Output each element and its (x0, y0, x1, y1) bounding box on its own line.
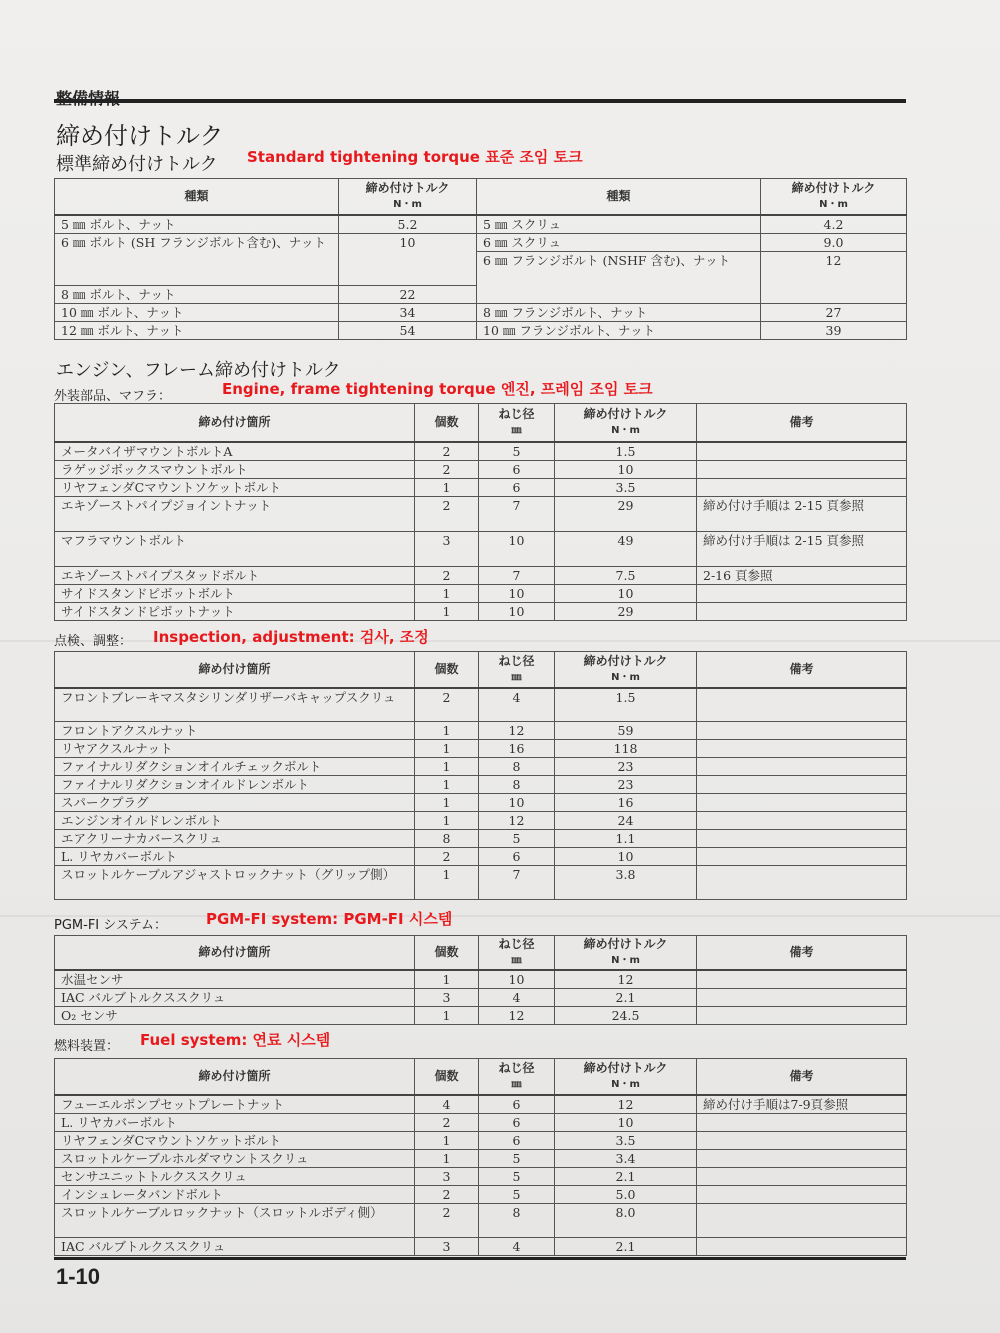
col-location: 締め付け箇所 (55, 652, 415, 688)
cell-torque: 12 (555, 1095, 697, 1114)
cell-remarks (697, 812, 907, 830)
table-cell: 6 ㎜ ボルト (SH フランジボルト含む)、ナット (55, 233, 339, 285)
cell-qty: 8 (415, 830, 479, 848)
cell-torque: 16 (555, 794, 697, 812)
cell-location: IAC バルブトルクススクリュ (55, 988, 415, 1006)
cell-location: エキゾーストパイプジョイントナット (55, 496, 415, 531)
table-row (55, 740, 907, 758)
cell-remarks (697, 830, 907, 848)
cell-qty: 2 (415, 442, 479, 461)
table-row (55, 1237, 907, 1255)
cell-qty: 3 (415, 1237, 479, 1255)
cell-torque: 2.1 (555, 988, 697, 1006)
cell-remarks (697, 1185, 907, 1203)
table-cell: 12 ㎜ ボルト、ナット (55, 321, 339, 339)
cell-qty: 2 (415, 688, 479, 722)
cell-remarks (697, 1149, 907, 1167)
pgmfi-torque-table (54, 935, 907, 1025)
table-row (55, 496, 907, 531)
pgmfi-translation: PGM-FI system: PGM-FI 시스템 (206, 910, 453, 928)
fuel-rows (55, 1095, 907, 1256)
cell-thread: 10 (479, 531, 555, 566)
cell-thread: 4 (479, 1237, 555, 1255)
cell-thread: 12 (479, 812, 555, 830)
col-thread: ねじ径 ㎜ (479, 652, 555, 688)
cell-remarks (697, 866, 907, 900)
cell-qty: 2 (415, 460, 479, 478)
table-row (55, 776, 907, 794)
standard-translation: Standard tightening torque 표준 조임 토크 (247, 148, 583, 166)
section-header (56, 86, 120, 109)
cell-location: フロントアクスルナット (55, 722, 415, 740)
cell-remarks: 締め付け手順は7-9頁参照 (697, 1095, 907, 1114)
paper-fold (0, 640, 1000, 642)
page-title: 締め付けトルク (56, 122, 224, 150)
fuel-torque-table (54, 1058, 907, 1256)
cell-location: リヤフェンダCマウントソケットボルト (55, 1131, 415, 1149)
table-row (55, 442, 907, 461)
cell-torque: 2.1 (555, 1237, 697, 1255)
cell-thread: 10 (479, 794, 555, 812)
table-row (55, 688, 907, 722)
col-thread: ねじ径 ㎜ (479, 1059, 555, 1095)
table-row (55, 1203, 907, 1237)
table-cell: 27 (761, 303, 907, 321)
cell-qty: 3 (415, 1167, 479, 1185)
table-row (55, 1113, 907, 1131)
col-remarks: 備考 (697, 652, 907, 688)
cell-qty: 1 (415, 740, 479, 758)
table-cell: 10 ㎜ フランジボルト、ナット (477, 321, 761, 339)
cell-qty: 1 (415, 1131, 479, 1149)
table-cell: 10 ㎜ ボルト、ナット (55, 303, 339, 321)
col-qty: 個数 (415, 652, 479, 688)
cell-remarks (697, 1237, 907, 1255)
cell-thread: 10 (479, 602, 555, 620)
table-cell: 9.0 (761, 233, 907, 251)
table-row (55, 584, 907, 602)
table-row (55, 1185, 907, 1203)
cell-qty: 1 (415, 1149, 479, 1167)
table-row (55, 1095, 907, 1114)
cell-remarks (697, 1113, 907, 1131)
engine-translation: Engine, frame tightening torque 엔진, 프레임 조임 토크 (222, 380, 653, 398)
exterior-label: 外装部品、マフラ： (54, 389, 172, 404)
cell-torque: 10 (555, 460, 697, 478)
cell-torque: 2.1 (555, 1167, 697, 1185)
cell-thread: 16 (479, 740, 555, 758)
standard-torque-table (54, 178, 907, 340)
table-cell: 6 ㎜ スクリュ (477, 233, 761, 251)
cell-thread: 8 (479, 776, 555, 794)
cell-qty: 1 (415, 584, 479, 602)
col-torque: 締め付けトルク N・m (555, 652, 697, 688)
table-cell: 12 (761, 251, 907, 303)
cell-torque: 8.0 (555, 1203, 697, 1237)
table-cell: 8 ㎜ ボルト、ナット (55, 285, 339, 303)
cell-remarks (697, 460, 907, 478)
cell-thread: 5 (479, 1167, 555, 1185)
cell-location: IAC バルブトルクススクリュ (55, 1237, 415, 1255)
table-row (55, 1006, 907, 1024)
table-cell: 8 ㎜ フランジボルト、ナット (477, 303, 761, 321)
cell-thread: 7 (479, 566, 555, 584)
cell-qty: 1 (415, 1006, 479, 1024)
cell-location: ファイナルリダクションオイルチェックボルト (55, 758, 415, 776)
cell-location: マフラマウントボルト (55, 531, 415, 566)
cell-remarks (697, 776, 907, 794)
cell-location: スロットルケーブルホルダマウントスクリュ (55, 1149, 415, 1167)
inspection-label: 点検、調整： (54, 634, 133, 649)
cell-remarks (697, 602, 907, 620)
cell-thread: 6 (479, 460, 555, 478)
cell-torque: 1.1 (555, 830, 697, 848)
cell-qty: 1 (415, 970, 479, 989)
cell-torque: 24.5 (555, 1006, 697, 1024)
col-torque: 締め付けトルク N・m (761, 179, 907, 215)
table-row (55, 566, 907, 584)
cell-remarks: 締め付け手順は 2-15 頁参照 (697, 496, 907, 531)
table-cell: 10 (339, 233, 477, 285)
table-cell: 22 (339, 285, 477, 303)
cell-location: O₂ センサ (55, 1006, 415, 1024)
table-cell: 5 ㎜ スクリュ (477, 215, 761, 234)
table-row (55, 602, 907, 620)
header-rule (54, 99, 906, 103)
cell-torque: 5.0 (555, 1185, 697, 1203)
table-row (55, 758, 907, 776)
col-qty: 個数 (415, 1059, 479, 1095)
cell-remarks (697, 970, 907, 989)
table-cell: 6 ㎜ フランジボルト (NSHF 含む)、ナット (477, 251, 761, 303)
cell-thread: 10 (479, 970, 555, 989)
cell-torque: 29 (555, 496, 697, 531)
cell-thread: 7 (479, 866, 555, 900)
cell-remarks (697, 740, 907, 758)
cell-torque: 10 (555, 584, 697, 602)
table-row (55, 1167, 907, 1185)
cell-remarks (697, 722, 907, 740)
cell-thread: 8 (479, 758, 555, 776)
cell-location: エアクリーナカバースクリュ (55, 830, 415, 848)
cell-qty: 1 (415, 794, 479, 812)
cell-remarks (697, 1203, 907, 1237)
cell-qty: 2 (415, 566, 479, 584)
cell-location: リヤアクスルナット (55, 740, 415, 758)
col-torque: 締め付けトルク N・m (555, 936, 697, 970)
cell-qty: 2 (415, 496, 479, 531)
cell-location: インシュレータバンドボルト (55, 1185, 415, 1203)
col-location: 締め付け箇所 (55, 404, 415, 442)
cell-thread: 8 (479, 1203, 555, 1237)
cell-remarks (697, 1167, 907, 1185)
cell-thread: 5 (479, 1149, 555, 1167)
cell-remarks (697, 848, 907, 866)
cell-thread: 5 (479, 442, 555, 461)
table-cell: 54 (339, 321, 477, 339)
col-thread: ねじ径 ㎜ (479, 936, 555, 970)
cell-qty: 4 (415, 1095, 479, 1114)
cell-qty: 1 (415, 722, 479, 740)
table-cell: 5 ㎜ ボルト、ナット (55, 215, 339, 234)
cell-location: センサユニットトルクススクリュ (55, 1167, 415, 1185)
cell-location: メータバイザマウントボルトA (55, 442, 415, 461)
table-row (55, 531, 907, 566)
table-row (55, 830, 907, 848)
fuel-translation: Fuel system: 연료 시스템 (140, 1031, 331, 1049)
cell-qty: 2 (415, 1113, 479, 1131)
engine-heading: エンジン、フレーム締め付けトルク (56, 360, 341, 381)
cell-torque: 23 (555, 758, 697, 776)
cell-torque: 12 (555, 970, 697, 989)
cell-qty: 3 (415, 988, 479, 1006)
cell-remarks (697, 1131, 907, 1149)
cell-torque: 10 (555, 848, 697, 866)
table-row (55, 812, 907, 830)
table-row (55, 478, 907, 496)
cell-location: L. リヤカバーボルト (55, 848, 415, 866)
cell-thread: 4 (479, 688, 555, 722)
cell-thread: 5 (479, 1185, 555, 1203)
cell-location: L. リヤカバーボルト (55, 1113, 415, 1131)
cell-qty: 2 (415, 1203, 479, 1237)
cell-thread: 5 (479, 830, 555, 848)
page-number: 1-10 (56, 1264, 101, 1289)
cell-location: リヤフェンダCマウントソケットボルト (55, 478, 415, 496)
cell-remarks: 2-16 頁参照 (697, 566, 907, 584)
cell-location: スロットルケーブルアジャストロックナット（グリップ側） (55, 866, 415, 900)
cell-location: フューエルポンプセットプレートナット (55, 1095, 415, 1114)
inspection-rows (55, 688, 907, 900)
table-row (55, 848, 907, 866)
table-row (55, 988, 907, 1006)
cell-qty: 1 (415, 758, 479, 776)
col-qty: 個数 (415, 404, 479, 442)
table-row (55, 722, 907, 740)
cell-location: エンジンオイルドレンボルト (55, 812, 415, 830)
cell-remarks (697, 1006, 907, 1024)
cell-remarks: 締め付け手順は 2-15 頁参照 (697, 531, 907, 566)
table-row (55, 794, 907, 812)
footer-rule (54, 1257, 906, 1260)
col-type: 種類 (55, 179, 339, 215)
cell-qty: 1 (415, 478, 479, 496)
cell-qty: 1 (415, 866, 479, 900)
cell-torque: 3.5 (555, 1131, 697, 1149)
cell-thread: 6 (479, 1113, 555, 1131)
cell-torque: 23 (555, 776, 697, 794)
exterior-rows (55, 442, 907, 621)
table-cell: 34 (339, 303, 477, 321)
col-type: 種類 (477, 179, 761, 215)
cell-qty: 2 (415, 848, 479, 866)
cell-torque: 29 (555, 602, 697, 620)
cell-thread: 10 (479, 584, 555, 602)
cell-location: ファイナルリダクションオイルドレンボルト (55, 776, 415, 794)
cell-remarks (697, 988, 907, 1006)
cell-qty: 3 (415, 531, 479, 566)
cell-qty: 1 (415, 776, 479, 794)
table-row (55, 460, 907, 478)
col-torque: 締め付けトルク N・m (555, 1059, 697, 1095)
table-cell: 4.2 (761, 215, 907, 234)
cell-location: サイドスタンドピボットボルト (55, 584, 415, 602)
table-cell: 39 (761, 321, 907, 339)
cell-torque: 24 (555, 812, 697, 830)
cell-torque: 59 (555, 722, 697, 740)
cell-thread: 6 (479, 848, 555, 866)
table-cell: 5.2 (339, 215, 477, 234)
table-row (55, 970, 907, 989)
inspection-torque-table (54, 651, 907, 900)
cell-remarks (697, 794, 907, 812)
exterior-torque-table (54, 403, 907, 621)
col-location: 締め付け箇所 (55, 1059, 415, 1095)
col-torque: 締め付けトルク N・m (555, 404, 697, 442)
table-row (55, 866, 907, 900)
col-thread: ねじ径 ㎜ (479, 404, 555, 442)
col-remarks: 備考 (697, 936, 907, 970)
cell-torque: 1.5 (555, 442, 697, 461)
standard-heading: 標準締め付けトルク (56, 154, 218, 175)
cell-remarks (697, 758, 907, 776)
inspection-translation: Inspection, adjustment: 검사, 조정 (153, 628, 429, 646)
cell-location: ラゲッジボックスマウントボルト (55, 460, 415, 478)
cell-remarks (697, 584, 907, 602)
col-remarks: 備考 (697, 1059, 907, 1095)
cell-remarks (697, 442, 907, 461)
col-remarks: 備考 (697, 404, 907, 442)
cell-qty: 1 (415, 602, 479, 620)
cell-qty: 2 (415, 1185, 479, 1203)
cell-location: フロントブレーキマスタシリンダリザーバキャップスクリュ (55, 688, 415, 722)
cell-thread: 6 (479, 1131, 555, 1149)
cell-thread: 12 (479, 1006, 555, 1024)
cell-thread: 7 (479, 496, 555, 531)
cell-location: 水温センサ (55, 970, 415, 989)
cell-remarks (697, 688, 907, 722)
cell-torque: 3.8 (555, 866, 697, 900)
cell-location: スパークプラグ (55, 794, 415, 812)
col-location: 締め付け箇所 (55, 936, 415, 970)
cell-thread: 6 (479, 1095, 555, 1114)
cell-location: スロットルケーブルロックナット（スロットルボディ側） (55, 1203, 415, 1237)
cell-qty: 1 (415, 812, 479, 830)
cell-torque: 118 (555, 740, 697, 758)
table-row (55, 1149, 907, 1167)
cell-thread: 4 (479, 988, 555, 1006)
cell-torque: 49 (555, 531, 697, 566)
table-row (55, 1131, 907, 1149)
pgmfi-label: PGM-FI システム： (54, 918, 167, 933)
cell-torque: 3.4 (555, 1149, 697, 1167)
pgmfi-rows (55, 970, 907, 1025)
fuel-label: 燃料装置： (54, 1039, 120, 1054)
col-torque: 締め付けトルク N・m (339, 179, 477, 215)
cell-location: エキゾーストパイプスタッドボルト (55, 566, 415, 584)
cell-thread: 6 (479, 478, 555, 496)
cell-remarks (697, 478, 907, 496)
cell-torque: 7.5 (555, 566, 697, 584)
cell-torque: 3.5 (555, 478, 697, 496)
cell-torque: 10 (555, 1113, 697, 1131)
cell-torque: 1.5 (555, 688, 697, 722)
cell-thread: 12 (479, 722, 555, 740)
cell-location: サイドスタンドピボットナット (55, 602, 415, 620)
col-qty: 個数 (415, 936, 479, 970)
